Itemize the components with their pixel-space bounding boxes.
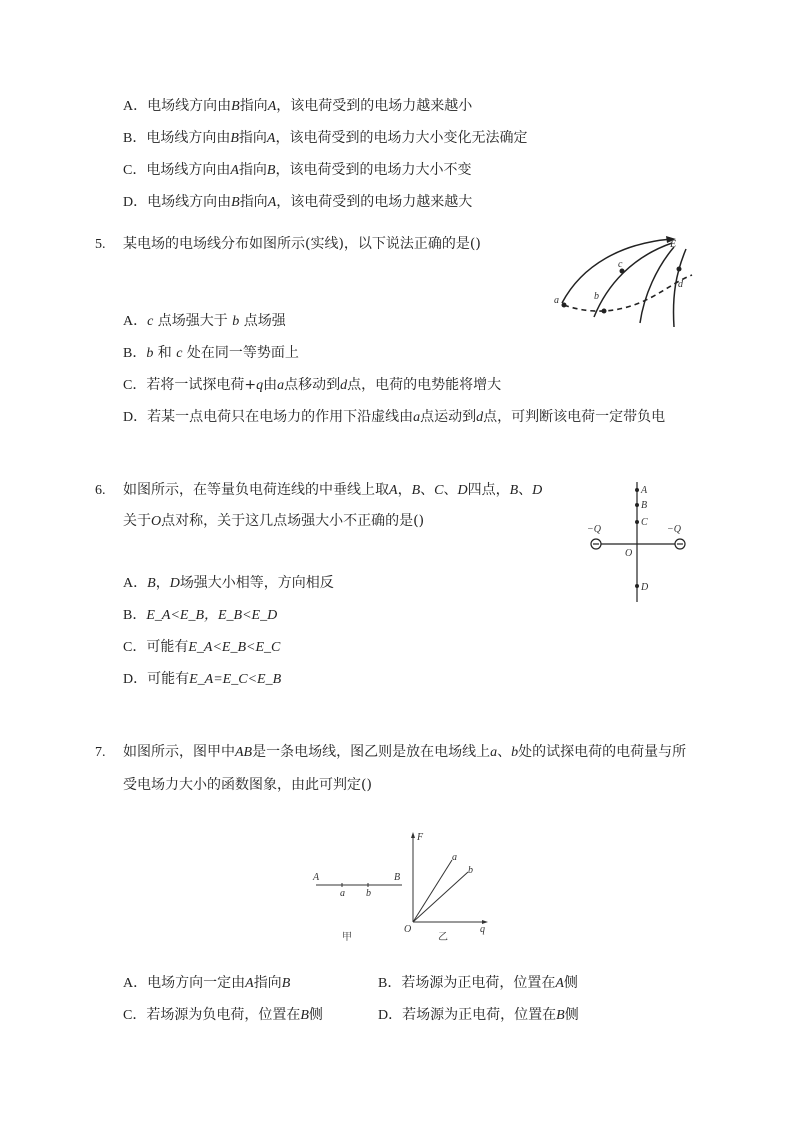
q7-line-a (413, 860, 452, 922)
q7-label-A: A (313, 872, 320, 883)
q6-point-C (635, 520, 639, 524)
q7-line-b (413, 872, 468, 922)
q7-label-F: F (417, 832, 424, 843)
q5-stem: 5. 某电场的电场线分布如图所示(实线)，以下说法正确的是() (95, 234, 481, 255)
q4-option-a: A．电场线方向由B指向A，该电荷受到的电场力越来越小 (123, 98, 473, 114)
q7-figure (310, 830, 500, 945)
q7-label-b: b (366, 888, 371, 899)
q5-label-c: c (618, 259, 623, 270)
q7-label-a: a (340, 888, 345, 899)
q6-label-O: O (625, 548, 633, 559)
q6-label-A: A (641, 485, 648, 496)
q5-option-c: C．若将一试探电荷+q由a点移动到d点，电荷的电势能将增大 (123, 377, 502, 393)
q7-number: 7. (95, 745, 106, 760)
q5-option-d: D．若某一点电荷只在电场力的作用下沿虚线由a点运动到d点，可判断该电荷一定带负电 (123, 409, 666, 425)
q6-label-negQ-left: −Q (587, 524, 601, 535)
q6-stem-line-2: 关于O点对称，关于这几点场强大小不正确的是() (123, 513, 425, 529)
q7-option-b: B．若场源为正电荷，位置在A侧 (378, 975, 578, 991)
q6-option-c: C．可能有E_A<E_B<E_C (123, 639, 281, 655)
q5-label-d: d (678, 279, 683, 290)
q7-axis-F-arrow (411, 832, 415, 838)
q5-field-line-2 (594, 243, 672, 317)
q6-point-B (635, 503, 639, 507)
q6-option-b: B．E_A<E_B，E_B<E_D (123, 608, 278, 623)
q5-option-a: A．c 点场强大于 b 点场强 (123, 313, 286, 329)
q5-number: 5. (95, 237, 106, 252)
q5-point-d (677, 267, 682, 272)
q7-option-d: D．若场源为正电荷，位置在B侧 (378, 1007, 579, 1023)
q5-label-E: E (670, 239, 677, 250)
q5-point-b (602, 309, 607, 314)
q5-point-a (562, 303, 567, 308)
q7-stem-line-2: 受电场力大小的函数图象，由此可判定() (123, 777, 372, 793)
q7-figure-yi (404, 832, 488, 943)
q4-option-c: C．电场线方向由A指向B，该电荷受到的电场力大小不变 (123, 162, 472, 178)
q6-number: 6. (95, 483, 106, 498)
q7-label-line-b: b (468, 865, 473, 876)
q5-label-a: a (554, 295, 559, 306)
q6-option-d: D．可能有E_A=E_C<E_B (123, 671, 282, 687)
q7-option-a: A．电场方向一定由A指向B (123, 975, 291, 991)
q6-point-A (635, 488, 639, 492)
q4-option-d: D．电场线方向由B指向A，该电荷受到的电场力越来越大 (123, 194, 473, 210)
q6-option-a: A．B，D场强大小相等，方向相反 (123, 575, 334, 591)
q6-label-negQ-right: −Q (667, 524, 681, 535)
q6-charge-figure (585, 480, 695, 610)
q5-field-line-1 (562, 239, 672, 303)
q7-label-B: B (394, 872, 401, 883)
q7-label-jia: 甲 (342, 932, 352, 943)
q7-label-yi: 乙 (438, 932, 448, 943)
q6-label-C: C (641, 517, 648, 528)
q7-option-c: C．若场源为负电荷，位置在B侧 (123, 1007, 323, 1023)
q7-figure-jia (312, 872, 402, 943)
q6-stem-line-1: 6. 如图所示，在等量负电荷连线的中垂线上取A，B、C、D四点，B、D (95, 480, 542, 501)
q5-dashed-path (564, 275, 692, 311)
q5-field-figure (552, 235, 712, 335)
q7-stem-line-1: 7. 如图所示，图甲中AB是一条电场线，图乙则是放在电场线上a、b处的试探电荷的电荷量与所 (95, 742, 686, 763)
q7-label-O: O (404, 924, 412, 935)
q5-label-b: b (594, 291, 599, 302)
q7-label-line-a: a (452, 852, 457, 863)
q6-point-D (635, 584, 639, 588)
q6-label-D: D (641, 582, 649, 593)
q5-option-b: B．b 和 c 处在同一等势面上 (123, 345, 299, 361)
q6-label-B: B (641, 500, 648, 511)
q7-label-q: q (480, 924, 485, 935)
q4-option-b: B．电场线方向由B指向A，该电荷受到的电场力大小变化无法确定 (123, 130, 528, 146)
q5-field-line-3 (640, 247, 674, 323)
